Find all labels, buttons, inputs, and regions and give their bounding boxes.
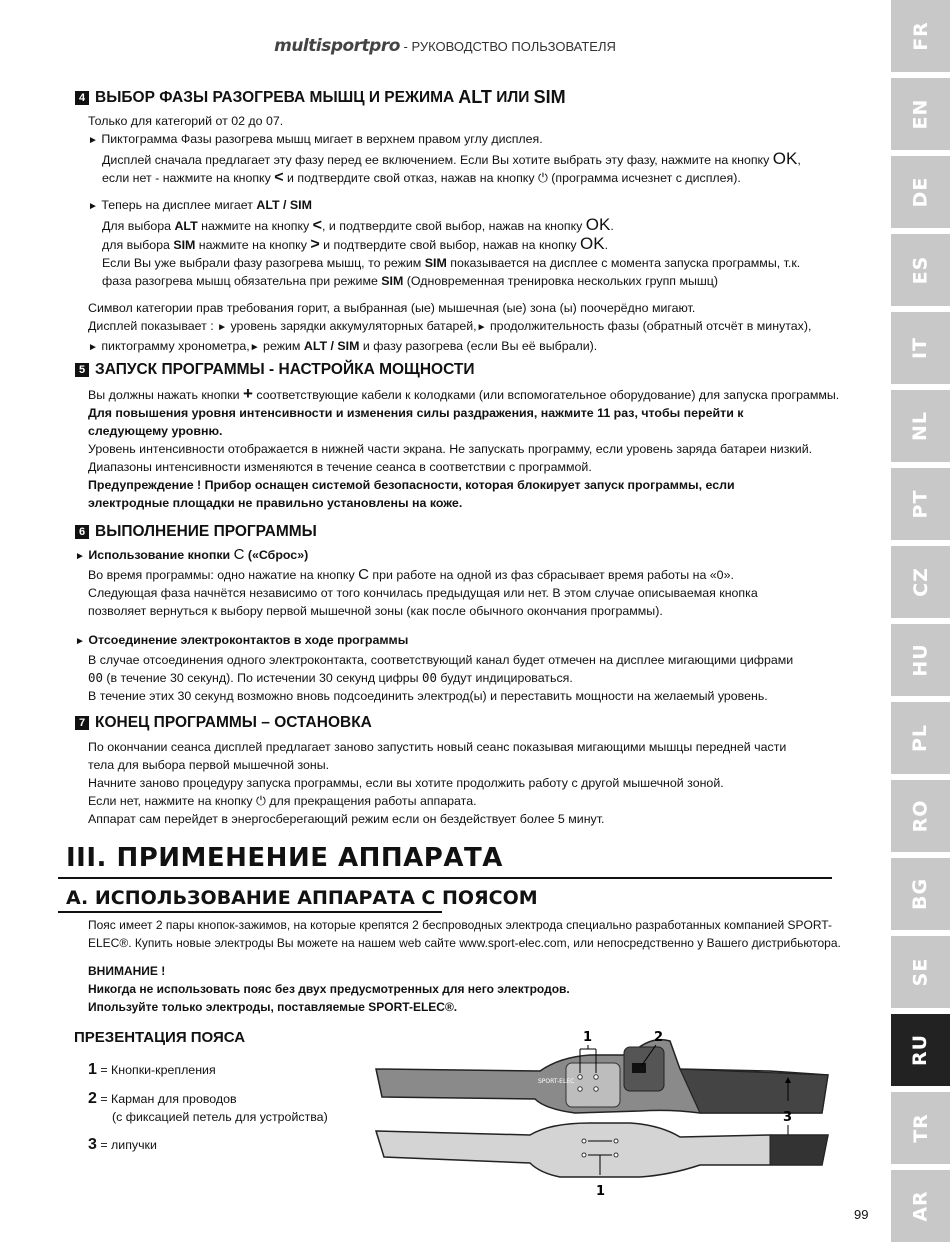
- tab-label: TR: [909, 1113, 932, 1143]
- tab-label: RU: [909, 1033, 932, 1067]
- snap-button: [594, 1087, 598, 1091]
- section-number: 6: [75, 525, 89, 539]
- text-line: .: [604, 238, 609, 252]
- text-line: нажмите на кнопку: [195, 238, 311, 252]
- text-line: Теперь на дисплее мигает: [101, 198, 257, 212]
- text-line: пиктограмму хронометра,: [97, 339, 250, 353]
- right-arrow-glyph: >: [310, 236, 320, 253]
- legend-subtext: (с фиксацией петель для устройства): [112, 1110, 328, 1124]
- chapter-rule: [58, 877, 832, 879]
- sim-label: SIM: [533, 87, 566, 107]
- velcro-strip-bottom: [770, 1135, 828, 1165]
- subheading: Использование кнопки: [88, 548, 234, 562]
- power-icon: ⏻: [256, 794, 266, 808]
- alt-sim-label: ALT / SIM: [303, 339, 360, 353]
- plus-icon: +: [243, 384, 253, 403]
- tab-hu[interactable]: [891, 624, 950, 696]
- snap-button: [578, 1087, 582, 1091]
- ok-glyph: OK: [585, 215, 611, 234]
- text-line: ,: [797, 153, 801, 167]
- tab-label: PT: [909, 489, 932, 519]
- heading-text: ЗАПУСК ПРОГРАММЫ - НАСТРОЙКА МОЩНОСТИ: [95, 361, 475, 378]
- sim-label: SIM: [381, 274, 404, 288]
- warning-line: электродные площадки не правильно установлены на коже.: [88, 496, 463, 510]
- tab-bg[interactable]: [891, 858, 950, 930]
- text-line: и подтвердите свой выбор, нажав на кнопку: [319, 238, 581, 252]
- c-glyph: C: [358, 566, 369, 583]
- text-line: тела для выбора первой мышечной зоны.: [88, 758, 330, 772]
- section-number: 4: [75, 91, 89, 105]
- text-line: (программа исчезнет с дисплея).: [547, 171, 741, 185]
- section-a-title: A. ИСПОЛЬЗОВАНИЕ АППАРАТА С ПОЯСОМ: [66, 887, 538, 909]
- heading-text: ВЫБОР ФАЗЫ РАЗОГРЕВА МЫШЦ И РЕЖИМА: [95, 88, 455, 106]
- heading-text: КОНЕЦ ПРОГРАММЫ – ОСТАНОВКА: [95, 714, 372, 731]
- text-line: Вы должны нажать кнопки: [88, 388, 244, 402]
- tab-tr[interactable]: [891, 1092, 950, 1164]
- tab-label: SE: [909, 957, 932, 987]
- alt-label: ALT: [174, 219, 198, 233]
- tab-label: DE: [909, 176, 932, 208]
- tab-en[interactable]: [891, 78, 950, 150]
- text-line: Для повышения уровня интенсивности и изменения силы раздражения, нажмите 11 раз, чтобы перейти к: [88, 406, 744, 420]
- warning-line: Предупреждение ! Прибор оснащен системой безопасности, которая блокирует запуск программы, если: [88, 478, 735, 492]
- tab-de[interactable]: [891, 156, 950, 228]
- text-line: и подтвердите свой отказ, нажав на кнопку: [283, 171, 538, 185]
- text-line: Для выбора: [102, 219, 175, 233]
- tab-label: FR: [909, 21, 932, 51]
- tab-pl[interactable]: [891, 702, 950, 774]
- section-5-body: [88, 385, 848, 512]
- tab-es[interactable]: [891, 234, 950, 306]
- text-line: следующему уровню.: [88, 424, 223, 438]
- alt-sim-label: ALT / SIM: [256, 198, 312, 212]
- callout-2: 2: [654, 1030, 664, 1045]
- text-line: Диапазоны интенсивности изменяются в течение сеанса в соответствии с программой.: [88, 460, 592, 474]
- text-line: Символ категории прав требования горит, а выбранная (ые) мышечная (ые) зона (ы) поочерёдно мигают.: [88, 301, 696, 315]
- text-line: при работе на одной из фаз сбрасывает время работы на «0».: [368, 568, 734, 582]
- digits-glyph: 00: [88, 670, 103, 685]
- tab-ru[interactable]: [891, 1014, 950, 1086]
- tab-label: NL: [909, 410, 932, 442]
- language-tabs: [891, 0, 950, 1242]
- power-icon: ⏻: [538, 171, 548, 185]
- snap-button: [594, 1075, 598, 1079]
- c-glyph: C: [233, 546, 245, 563]
- text-line: будут индицироваться.: [436, 671, 573, 685]
- brand-logo: multisportpro: [274, 36, 400, 56]
- heading-text-mid: ИЛИ: [491, 88, 534, 106]
- belt-brand-text: SPORT-ELEC: [538, 1078, 575, 1085]
- text-line: Если нет, нажмите на кнопку: [88, 794, 256, 808]
- heading-text: ВЫПОЛНЕНИЕ ПРОГРАММЫ: [95, 523, 317, 540]
- text-line: Аппарат сам перейдет в энергосберегающий режим если он бездействует более 5 минут.: [88, 812, 605, 826]
- tab-label: AR: [909, 1190, 932, 1222]
- ok-glyph: OK: [580, 234, 605, 253]
- text-line: если нет - нажмите на кнопку: [102, 171, 275, 185]
- page-number: 99: [854, 1207, 869, 1222]
- tab-cz[interactable]: [891, 546, 950, 618]
- text-line: для прекращения работы аппарата.: [265, 794, 477, 808]
- subheading: Отсоединение электроконтактов в ходе программы: [88, 633, 409, 647]
- tab-label: CZ: [909, 567, 932, 597]
- left-arrow-glyph: <: [312, 217, 323, 234]
- snap-button: [578, 1075, 582, 1079]
- buckle-area: [566, 1063, 620, 1107]
- belt-presentation-title: ПРЕЗЕНТАЦИЯ ПОЯСА: [74, 1029, 246, 1046]
- warning-heading: ВНИМАНИЕ !: [88, 964, 166, 978]
- legend-item-2: [88, 1090, 328, 1124]
- callout-3: 3: [783, 1110, 793, 1125]
- legend-item-1: [88, 1061, 216, 1079]
- section-4-body: Только для категорий от 02 до 07. ► Пиктограмма Фазы разогрева мышц мигает в верхнем правом углу дисплея. Дисплей сначала предлагает эту фазу перед ее включением. Если Вы хотите выбрать эту фазу, нажмите на кнопку OK, если нет - нажмите на кнопку < и подтвердите свой отказ, нажав на кнопку ⏻ (программа исчезнет с дисплея). ► Теперь на дисплее мигает ALT / SIM Для выбора ALT нажмите на кнопку <, и подтвердите свой выбор, нажав на кнопку OK. для выбора SIM нажмите на кнопку > и подтвердите свой выбор, нажав на кнопку OK. Если Вы уже выбрали фазу разогрева мышц, то режим SIM показывается на дисплее с момента запуска программы, т.к. фаза разогрева мышц обязательна при режиме SIM (Одновременная тренировка нескольких групп мышц) Символ категории прав требования горит, а выбранная (ые) мышечная (ые) зона (ы) поочерёдно мигают. Дисплей показывает : ► уровень зарядки аккумуляторных батарей,► продолжительность фазы (обратный отсчёт в минутах), ► пиктограмму хронометра,► режим ALT / SIM и фазу разогрева (если Вы её выбрали).: [88, 112, 848, 357]
- text-line: и фазу разогрева (если Вы её выбрали).: [359, 339, 598, 353]
- legend-text: = Карман для проводов: [100, 1092, 237, 1106]
- tab-it[interactable]: [891, 312, 950, 384]
- text-line: .: [610, 219, 614, 233]
- tab-label: HU: [909, 643, 932, 677]
- text-line: (в течение 30 секунд). По истечении 30 секунд цифры: [102, 671, 423, 685]
- text-line: В течение этих 30 секунд возможно вновь подсоединить электрод(ы) и переставить мощности на желаемый уровень.: [88, 689, 768, 703]
- alt-label: ALT: [458, 87, 492, 107]
- text-line: Пиктограмма Фазы разогрева мышц мигает в верхнем правом углу дисплея.: [101, 132, 543, 146]
- belt-illustration: [370, 1025, 835, 1205]
- tab-label: BG: [909, 877, 932, 911]
- text-line: Дисплей показывает :: [88, 319, 218, 333]
- tab-nl[interactable]: [891, 390, 950, 462]
- chapter-title: III. ПРИМЕНЕНИЕ АППАРАТА: [66, 843, 503, 873]
- legend-text: = липучки: [100, 1138, 157, 1152]
- legend-text: = Кнопки-крепления: [100, 1063, 216, 1077]
- tab-fr[interactable]: [891, 0, 950, 72]
- warning-line: Ипользуйте только электроды, поставляемые SPORT-ELEC®.: [88, 1000, 458, 1014]
- digits-glyph: 00: [422, 670, 437, 685]
- text-line: позволяет вернуться к выбору первой мышечной зоны (как после обычного окончания программы).: [88, 604, 663, 618]
- snap-button: [614, 1153, 618, 1157]
- tab-label: IT: [909, 336, 932, 360]
- tab-pt[interactable]: [891, 468, 950, 540]
- tab-label: ES: [909, 255, 932, 285]
- sim-label: SIM: [173, 238, 196, 252]
- subheading: («Сброс»): [244, 548, 309, 562]
- tab-label: PL: [909, 723, 932, 753]
- warning-line: Никогда не использовать пояс без двух предусмотренных для него электродов.: [88, 982, 570, 996]
- text-line: продолжительность фазы (обратный отсчёт в минутах),: [486, 319, 812, 333]
- snap-button: [582, 1153, 586, 1157]
- text-line: По окончании сеанса дисплей предлагает заново запустить новый сеанс показывая мигающими мышцы передней части: [88, 740, 787, 754]
- tab-label: RO: [909, 799, 932, 833]
- section-number: 5: [75, 363, 89, 377]
- belt-intro: [88, 916, 848, 1016]
- text-line: ELEC®. Купить новые электроды Вы можете на нашем web сайте www.sport-elec.com, или непосредственно у Вашего дистрибьютора.: [88, 936, 841, 950]
- snap-button: [614, 1139, 618, 1143]
- text-line: нажмите на кнопку: [197, 219, 313, 233]
- legend-number: 1: [88, 1061, 97, 1078]
- section-number: 7: [75, 716, 89, 730]
- section-a-rule: [58, 911, 442, 913]
- legend-item-3: [88, 1136, 157, 1154]
- pocket-opening: [632, 1063, 646, 1073]
- velcro-strip-top: [680, 1069, 828, 1113]
- belt-inner-shape: [376, 1123, 828, 1177]
- text-line: фаза разогрева мышц обязательна при режиме: [102, 274, 382, 288]
- section-6-body: ► Использование кнопки C («Сброс») Во время программы: одно нажатие на кнопку C при работе на одной из фаз сбрасывает время работы на «0». Следующая фаза начнётся независимо от того кончилась предыдущая или нет. В этом случае описываемая кнопка позволяет вернуться к выбору первой мышечной зоны (как после обычного окончания программы). ► Отсоединение электроконтактов в ходе программы В случае отсоединения одного электроконтакта, соответствующий канал будет отмечен на дисплее мигающими цифрами 00 (в течение 30 секунд). По истечении 30 секунд цифры 00 будут индицироваться. В течение этих 30 секунд возможно вновь подсоединить электрод(ы) и переставить мощности на желаемый уровень.: [75, 546, 835, 705]
- tab-ar[interactable]: [891, 1170, 950, 1242]
- snap-button: [582, 1139, 586, 1143]
- text-line: соответствующие кабели к колодками (или вспомогательное оборудование) для запуска программы.: [252, 388, 840, 402]
- header-title: - РУКОВОДСТВО ПОЛЬЗОВАТЕЛЯ: [403, 39, 616, 54]
- text-line: В случае отсоединения одного электроконтакта, соответствующий канал будет отмечен на дисплее мигающими цифрами: [88, 653, 794, 667]
- tab-label: EN: [909, 98, 932, 130]
- text-line: Начните заново процедуру запуска программы, если вы хотите продолжить работу с другой мышечной зоной.: [88, 776, 724, 790]
- text-line: Пояс имеет 2 пары кнопок-зажимов, на которые крепятся 2 беспроводных электрода специально разработанных компанией SPORT-: [88, 918, 832, 932]
- text-line: Следующая фаза начнётся независимо от того кончилась предыдущая или нет. В этом случае описываемая кнопка: [88, 586, 758, 600]
- callout-1: 1: [583, 1030, 593, 1045]
- section-4-heading: [75, 87, 566, 108]
- callout-1-bottom: 1: [596, 1184, 606, 1199]
- section-5-heading: [75, 361, 475, 379]
- sim-label: SIM: [424, 256, 447, 270]
- page-header: [0, 36, 890, 56]
- tab-ro[interactable]: [891, 780, 950, 852]
- left-arrow-glyph: <: [274, 169, 284, 186]
- ok-glyph: OK: [772, 149, 798, 168]
- text-line: Дисплей сначала предлагает эту фазу перед ее включением. Если Вы хотите выбрать эту фазу, нажмите на кнопку: [102, 153, 773, 167]
- text-line: (Одновременная тренировка нескольких групп мышц): [403, 274, 719, 288]
- section-7-heading: [75, 714, 372, 732]
- section-6-heading: [75, 523, 317, 541]
- text-line: , и подтвердите свой выбор, нажав на кнопку: [322, 219, 586, 233]
- text-line: режим: [259, 339, 304, 353]
- text-line: Уровень интенсивности отображается в нижней части экрана. Не запускать программу, если уровень заряда батареи низкий.: [88, 442, 813, 456]
- legend-number: 3: [88, 1136, 97, 1153]
- section-7-body: [88, 738, 848, 828]
- text-line: Во время программы: одно нажатие на кнопку: [88, 568, 359, 582]
- text-line: для выбора: [102, 238, 174, 252]
- text-line: Если Вы уже выбрали фазу разогрева мышц, то режим: [102, 256, 425, 270]
- text-line: Только для категорий от 02 до 07.: [88, 114, 284, 128]
- text-line: уровень зарядки аккумуляторных батарей,: [227, 319, 477, 333]
- legend-number: 2: [88, 1090, 97, 1107]
- text-line: показывается на дисплее с момента запуска программы, т.к.: [446, 256, 801, 270]
- tab-se[interactable]: [891, 936, 950, 1008]
